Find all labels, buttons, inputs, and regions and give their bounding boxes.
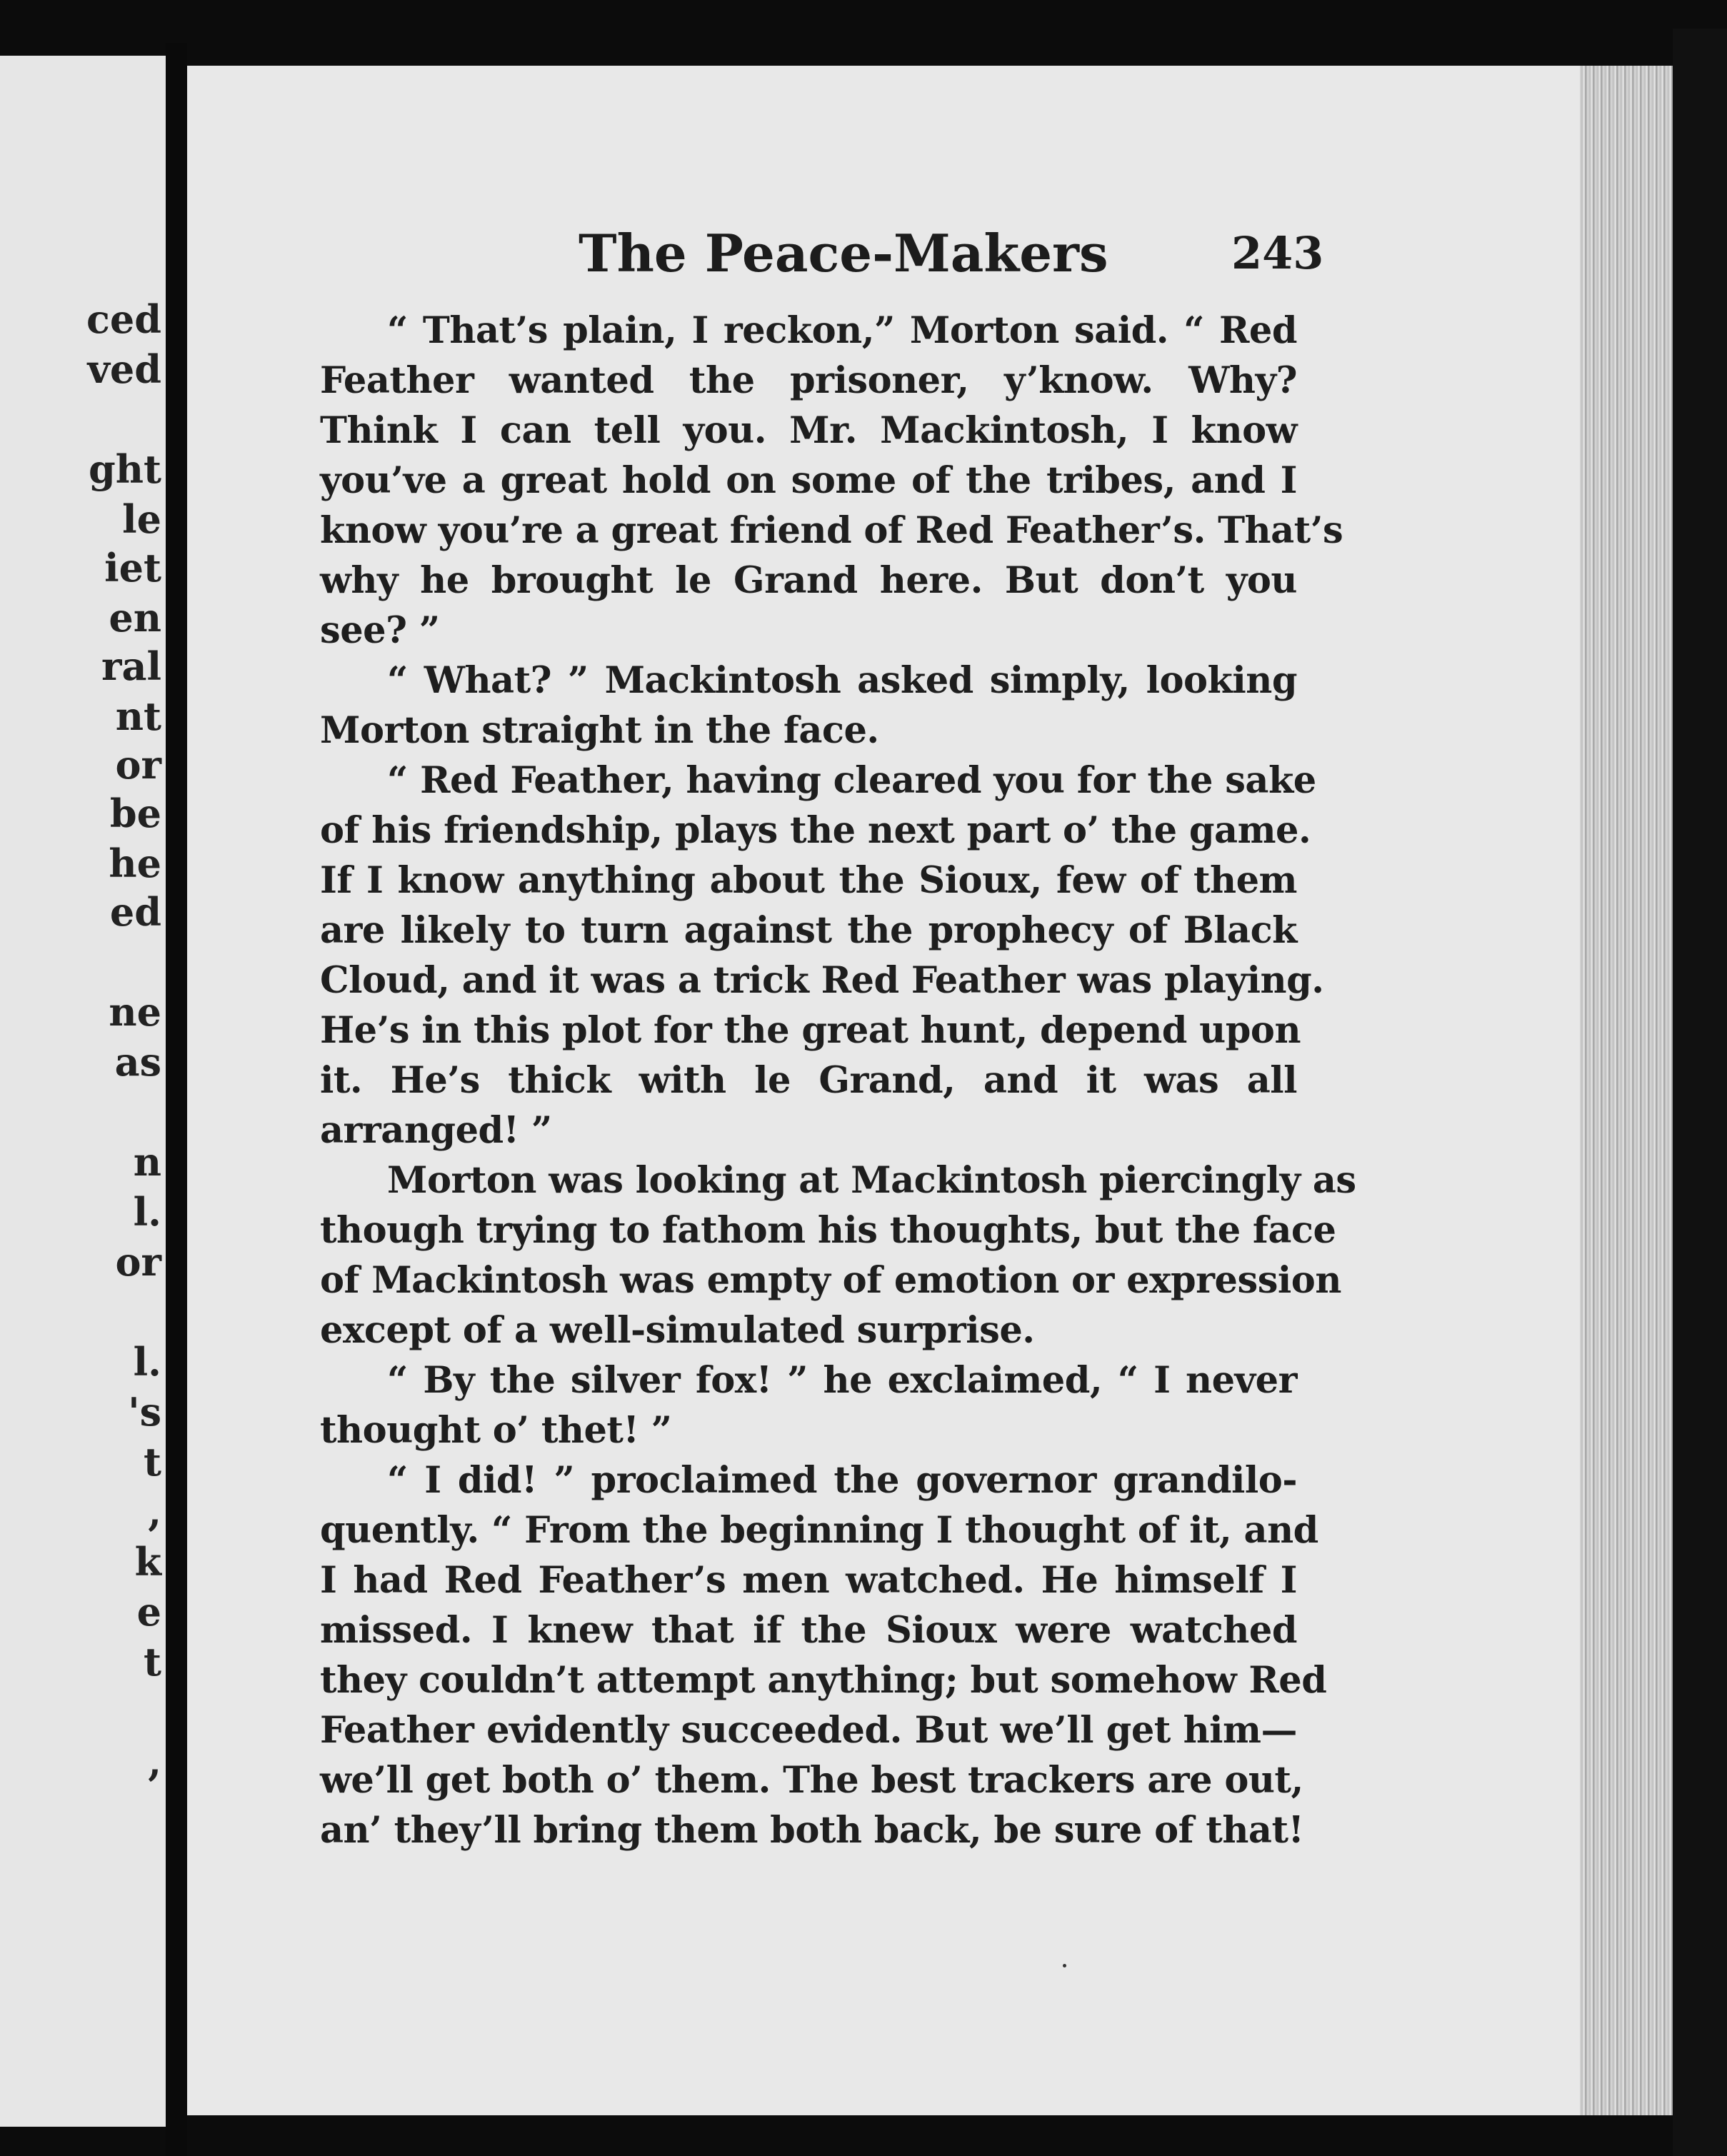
text-line: “ I did! ” proclaimed the governor grandilo- (387, 1459, 1297, 1502)
text-line: If I know anything about the Sioux, few of them (320, 859, 1297, 902)
text-line: Feather evidently succeeded. But we’ll get him— (320, 1709, 1297, 1752)
text-line: why he brought le Grand here. But don’t you (320, 559, 1297, 602)
text-line: Morton straight in the face. (320, 709, 879, 752)
previous-page-fragment: l. (133, 1189, 161, 1235)
text-line: thought o’ thet! ” (320, 1409, 672, 1452)
text-line: “ That’s plain, I reckon,” Morton said. “ Red (387, 309, 1297, 352)
previous-page-fragment: t (144, 1439, 161, 1485)
previous-page-fragment: , (148, 1739, 161, 1785)
text-line: we’ll get both o’ them. The best trackers are out, (320, 1759, 1303, 1802)
previous-page-fragment: ed (109, 889, 161, 935)
text-line: though trying to fathom his thoughts, but the face (320, 1209, 1336, 1252)
previous-page-fragment: k (134, 1539, 161, 1585)
text-line: Morton was looking at Mackintosh piercingly as (387, 1159, 1356, 1202)
ink-speck (1063, 1964, 1066, 1967)
text-line: see? ” (320, 609, 440, 652)
text-line: it. He’s thick with le Grand, and it was all (320, 1059, 1297, 1102)
previous-page-fragment: ne (109, 989, 161, 1035)
previous-page-fragment: or (115, 1239, 161, 1285)
text-line: Cloud, and it was a trick Red Feather was playing. (320, 959, 1324, 1002)
text-line: except of a well-simulated surprise. (320, 1309, 1035, 1352)
previous-page-fragment: iet (104, 545, 161, 591)
running-title: The Peace-Makers (579, 223, 1108, 284)
text-line: I had Red Feather’s men watched. He himself I (320, 1559, 1297, 1602)
book-gutter (166, 43, 187, 2156)
previous-page-fragment: ced (86, 296, 161, 342)
previous-page-fragment: n (133, 1139, 161, 1185)
text-line: they couldn’t attempt anything; but somehow Red (320, 1659, 1327, 1702)
body-text (320, 306, 1356, 1855)
previous-page-fragment: ght (89, 446, 161, 492)
previous-page-fragment: as (114, 1039, 161, 1085)
page-stack-edge (1580, 66, 1673, 2115)
previous-page-fragment: or (115, 742, 161, 788)
page-number: 243 (1231, 227, 1324, 279)
previous-page-fragment: 's (128, 1389, 161, 1435)
previous-page-fragment: , (148, 1489, 161, 1535)
text-line: of Mackintosh was empty of emotion or expression (320, 1259, 1341, 1302)
previous-page-fragment: be (109, 791, 161, 836)
previous-page-fragment: he (109, 841, 161, 886)
text-line: “ Red Feather, having cleared you for the sake (387, 759, 1316, 802)
previous-page-fragment: ral (101, 643, 161, 689)
previous-page-fragment: e (136, 1589, 161, 1635)
text-line: Think I can tell you. Mr. Mackintosh, I know (320, 409, 1297, 452)
scan-border (1673, 29, 1727, 2156)
previous-page-fragment: ved (87, 346, 161, 392)
text-line: “ By the silver fox! ” he exclaimed, “ I never (387, 1359, 1297, 1402)
text-line: quently. “ From the beginning I thought of it, and (320, 1509, 1318, 1552)
previous-page-edge (0, 56, 166, 2127)
previous-page-fragment: nt (115, 693, 161, 739)
text-line: know you’re a great friend of Red Feather’s. That’s (320, 509, 1343, 552)
text-line: arranged! ” (320, 1109, 552, 1152)
text-line: you’ve a great hold on some of the tribes, and I (320, 459, 1297, 502)
text-line: missed. I knew that if the Sioux were watched (320, 1609, 1297, 1652)
text-line: are likely to turn against the prophecy of Black (320, 909, 1297, 952)
text-line: “ What? ” Mackintosh asked simply, looking (387, 659, 1297, 702)
text-line: an’ they’ll bring them both back, be sure of that! (320, 1809, 1304, 1852)
text-line: Feather wanted the prisoner, y’know. Why? (320, 359, 1297, 402)
previous-page-fragment: t (144, 1639, 161, 1685)
text-line: He’s in this plot for the great hunt, depend upon (320, 1009, 1301, 1052)
previous-page-fragment: le (122, 496, 161, 542)
previous-page-fragment: en (109, 595, 161, 641)
previous-page-fragment: l. (133, 1339, 161, 1385)
text-line: of his friendship, plays the next part o’ the game. (320, 809, 1311, 852)
